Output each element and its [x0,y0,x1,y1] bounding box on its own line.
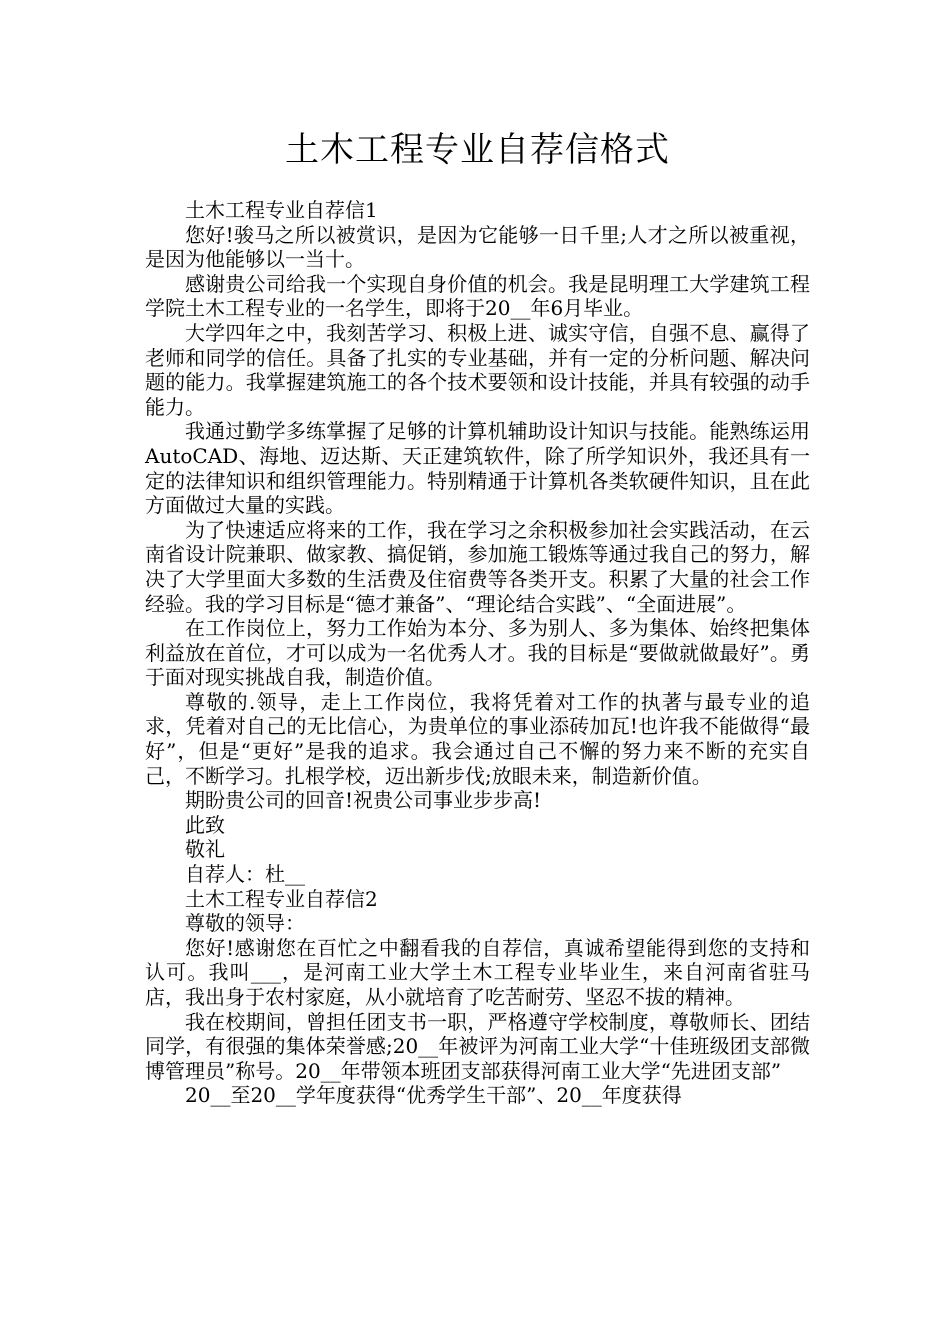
paragraph: 您好!骏马之所以被赏识，是因为它能够一日千里;人才之所以被重视，是因为他能够以一当十。 [145,222,810,272]
paragraph: 为了快速适应将来的工作，我在学习之余积极参加社会实践活动，在云南省设计院兼职、做家教、搞促销，参加施工锻炼等通过我自己的努力，解决了大学里面大多数的生活费及住宿费等各类开支。积累了大量的社会工作经验。我的学习目标是“德才兼备”、“理论结合实践”、“全面进展”。 [145,517,810,616]
paragraph: 感谢贵公司给我一个实现自身价值的机会。我是昆明理工大学建筑工程学院土木工程专业的一名学生，即将于20__年6月毕业。 [145,271,810,321]
paragraph: 在工作岗位上，努力工作始为本分、多为别人、多为集体、始终把集体利益放在首位，才可以成为一名优秀人才。我的目标是“要做就做最好”。勇于面对现实挑战自我，制造价值。 [145,616,810,690]
paragraph: 我通过勤学多练掌握了足够的计算机辅助设计知识与技能。能熟练运用AutoCAD、海地、迈达斯、天正建筑软件，除了所学知识外，我还具有一定的法律知识和组织管理能力。特别精通于计算机各类软硬件知识，且在此方面做过大量的实践。 [145,419,810,518]
closing-wish: 期盼贵公司的回音!祝贵公司事业步步高! [185,788,542,813]
paragraph: 大学四年之中，我刻苦学习、积极上进、诚实守信，自强不息、赢得了老师和同学的信任。具备了扎实的专业基础，并有一定的分析问题、解决问题的能力。我掌握建筑施工的各个技术要领和设计技能，并具有较强的动手能力。 [145,320,810,419]
paragraph: 尊敬的.领导，走上工作岗位，我将凭着对工作的执著与最专业的追求，凭着对自己的无比信心，为贵单位的事业添砖加瓦!也许我不能做得“最好”，但是“更好”是我的追求。我会通过自己不懈的努力来不断的充实自己，不断学习。扎根学校，迈出新步伐;放眼未来，制造新价值。 [145,689,810,788]
signature-line: 自荐人：杜__ [185,862,305,887]
paragraph: 您好!感谢您在百忙之中翻看我的自荐信，真诚希望能得到您的支持和认可。我叫___，是河南工业大学土木工程专业毕业生，来自河南省驻马店，我出身于农村家庭，从小就培育了吃苦耐劳、坚忍不拔的精神。 [145,935,810,1009]
document-title: 土木工程专业自荐信格式 [285,130,670,170]
document-body [145,198,810,1108]
closing-salutation: 敬礼 [185,837,225,862]
paragraph: 我在校期间，曾担任团支书一职，严格遵守学校制度，尊敬师长、团结同学，有很强的集体荣誉感;20__年被评为河南工业大学“十佳班级团支部微博管理员”称号。20__年带领本班团支部获得河南工业大学“先进团支部” [145,1009,810,1083]
paragraph: 20__至20__学年度获得“优秀学生干部”、20__年度获得 [185,1083,682,1108]
letter-heading-1: 土木工程专业自荐信1 [185,198,378,222]
letter-heading-2: 土木工程专业自荐信2 [185,886,378,911]
document-page [145,128,810,1108]
greeting-line: 尊敬的领导： [185,911,305,936]
closing-salutation: 此致 [185,812,225,837]
